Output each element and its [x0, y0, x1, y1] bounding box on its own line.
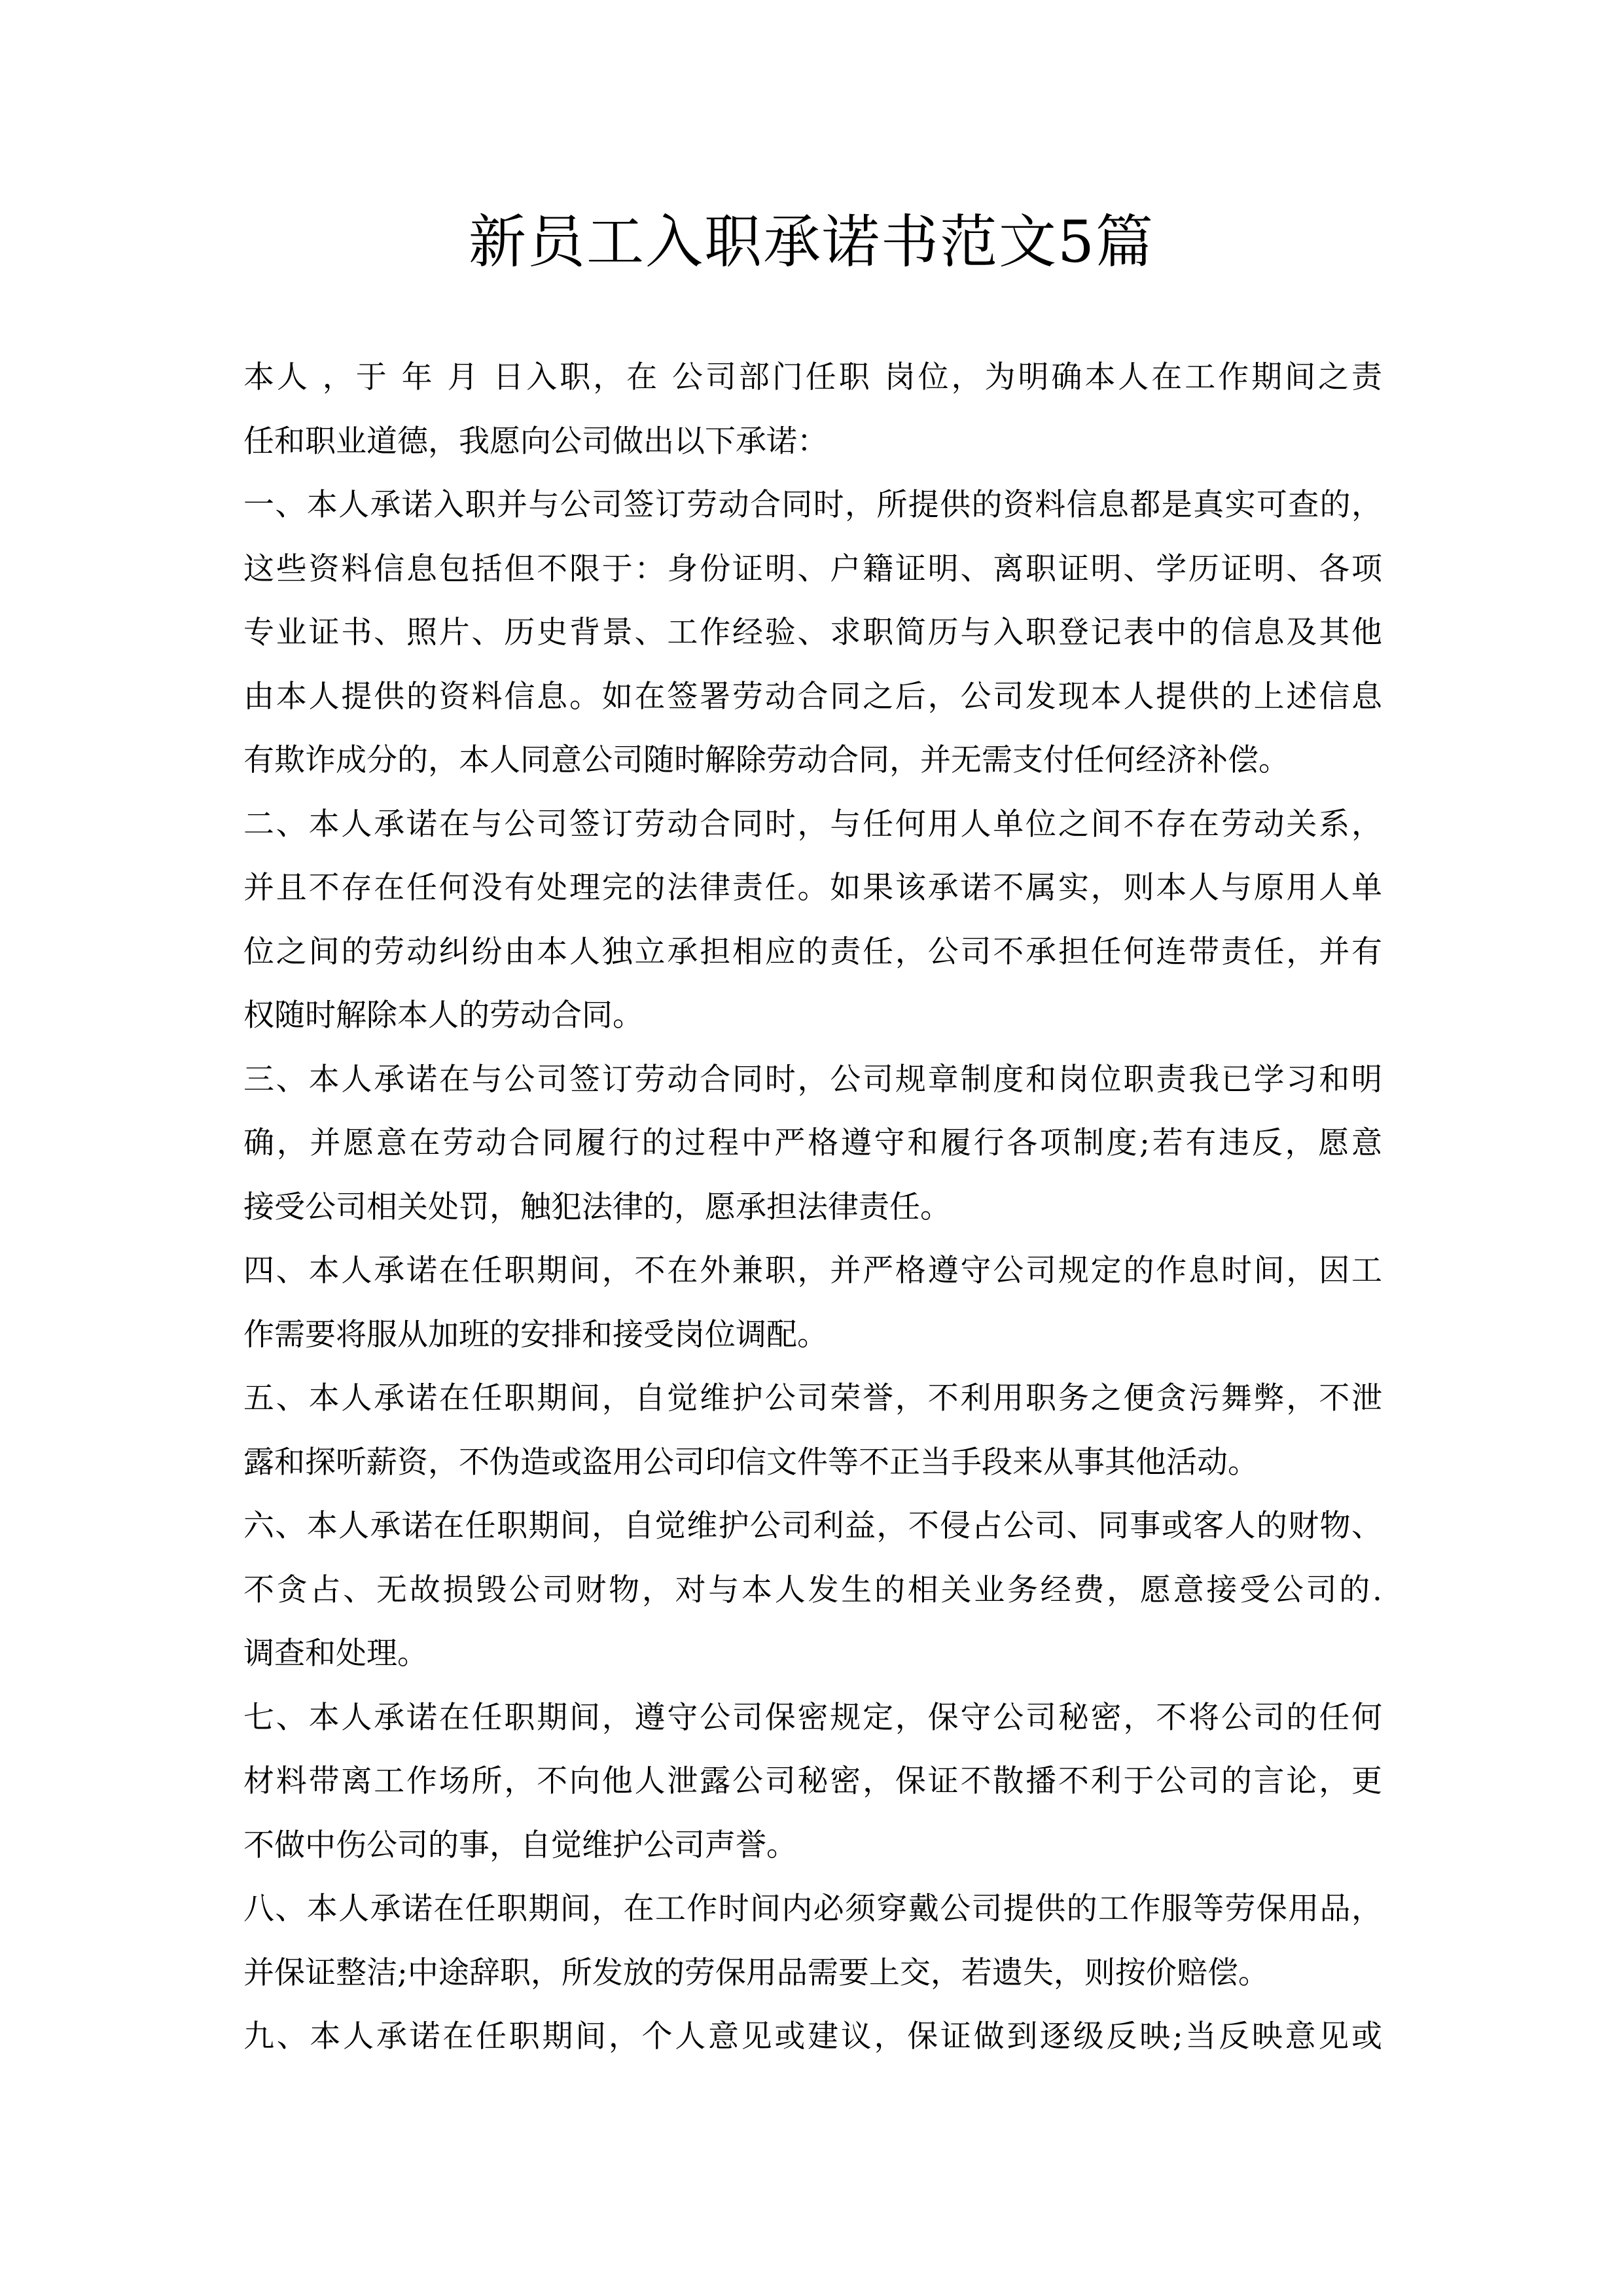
- body-line: 这些资料信息包括但不限于：身份证明、户籍证明、离职证明、学历证明、各项: [243, 550, 1382, 587]
- body-line: 八、本人承诺在任职期间，在工作时间内必须穿戴公司提供的工作服等劳保用品，: [243, 1891, 1382, 1927]
- body-line: 四、本人承诺在任职期间，不在外兼职，并严格遵守公司规定的作息时间，因工: [243, 1253, 1382, 1289]
- body-line: 任和职业道德，我愿向公司做出以下承诺：: [243, 423, 828, 459]
- body-line: 并保证整洁;中途辞职，所发放的劳保用品需要上交，若遗失，则按价赔偿。: [243, 1954, 1269, 1991]
- body-line: 专业证书、照片、历史背景、工作经验、求职简历与入职登记表中的信息及其他: [243, 615, 1382, 651]
- body-line: 不贪占、无故损毁公司财物，对与本人发生的相关业务经费，愿意接受公司的.: [243, 1571, 1382, 1608]
- body-line: 位之间的劳动纠纷由本人独立承担相应的责任，公司不承担任何连带责任，并有: [243, 933, 1382, 970]
- body-line: 本人 ，于 年 月 日入职，在 公司部门任职 岗位，为明确本人在工作期间之责: [243, 359, 1382, 395]
- body-line: 调查和处理。: [243, 1636, 428, 1672]
- body-line: 由本人提供的资料信息。如在签署劳动合同之后，公司发现本人提供的上述信息: [243, 678, 1382, 715]
- body-line: 九、本人承诺在任职期间，个人意见或建议，保证做到逐级反映;当反映意见或: [243, 2018, 1382, 2054]
- body-line: 二、本人承诺在与公司签订劳动合同时，与任何用人单位之间不存在劳动关系，: [243, 806, 1382, 842]
- body-line: 一、本人承诺入职并与公司签订劳动合同时，所提供的资料信息都是真实可查的，: [243, 487, 1382, 523]
- body-line: 三、本人承诺在与公司签订劳动合同时，公司规章制度和岗位职责我已学习和明: [243, 1061, 1382, 1098]
- body-line: 有欺诈成分的，本人同意公司随时解除劳动合同，并无需支付任何经济补偿。: [243, 742, 1289, 778]
- body-line: 并且不存在任何没有处理完的法律责任。如果该承诺不属实，则本人与原用人单: [243, 870, 1382, 906]
- document-title: 新员工入职承诺书范文5篇: [469, 208, 1154, 276]
- body-line: 权随时解除本人的劳动合同。: [243, 997, 643, 1033]
- body-line: 作需要将服从加班的安排和接受岗位调配。: [243, 1316, 828, 1353]
- body-line: 五、本人承诺在任职期间，自觉维护公司荣誉，不利用职务之便贪污舞弊，不泄: [243, 1380, 1382, 1416]
- body-line: 接受公司相关处罚，触犯法律的，愿承担法律责任。: [243, 1189, 951, 1225]
- body-line: 材料带离工作场所，不向他人泄露公司秘密，保证不散播不利于公司的言论，更: [243, 1763, 1382, 1799]
- body-line: 确，并愿意在劳动合同履行的过程中严格遵守和履行各项制度;若有违反，愿意: [243, 1125, 1382, 1161]
- body-line: 露和探听薪资，不伪造或盗用公司印信文件等不正当手段来从事其他活动。: [243, 1444, 1258, 1480]
- body-line: 不做中伤公司的事，自觉维护公司声誉。: [243, 1827, 797, 1863]
- body-line: 六、本人承诺在任职期间，自觉维护公司利益，不侵占公司、同事或客人的财物、: [243, 1508, 1382, 1544]
- body-line: 七、本人承诺在任职期间，遵守公司保密规定，保守公司秘密，不将公司的任何: [243, 1699, 1382, 1736]
- document-body: [243, 346, 1382, 2069]
